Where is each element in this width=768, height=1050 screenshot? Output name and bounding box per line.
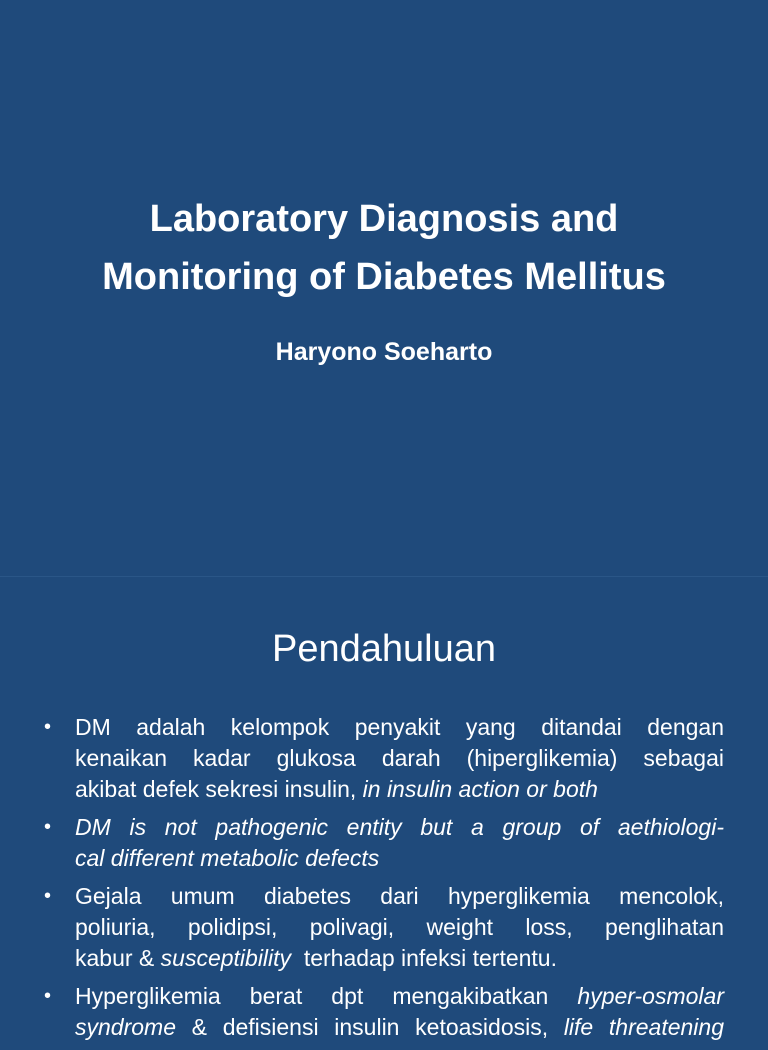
bullet-line: kenaikan kadar glukosa darah (hiperglikemia) sebagai xyxy=(75,745,724,771)
content-slide xyxy=(0,577,768,1040)
section-heading: Pendahuluan xyxy=(272,628,496,670)
author-name: Haryono Soeharto xyxy=(275,338,493,366)
bullet-item xyxy=(44,981,724,1043)
bullet-line xyxy=(75,843,724,874)
bullet-text: akibat defek sekresi insulin, xyxy=(75,776,363,802)
bullet-line xyxy=(75,981,724,1012)
bullet-line xyxy=(75,1012,724,1043)
bullet-icon: • xyxy=(44,885,52,907)
bullet-line: Gejala umum diabetes dari hyperglikemia mencolok, xyxy=(75,883,724,909)
bullet-text: terhadap infeksi tertentu. xyxy=(291,945,557,971)
bullet-item xyxy=(44,881,724,974)
bullet-line xyxy=(75,812,724,843)
bullet-icon: • xyxy=(44,985,52,1007)
bullet-item xyxy=(44,812,724,874)
bullet-italic-text: susceptibility xyxy=(160,945,292,971)
title-line-2: Monitoring of Diabetes Mellitus xyxy=(102,256,666,298)
bullet-line xyxy=(75,774,724,805)
bullet-icon: • xyxy=(44,816,52,838)
bullet-line: poliuria, polidipsi, polivagi, weight loss, penglihatan xyxy=(75,914,724,940)
bullet-text: & defisiensi insulin ketoasidosis, xyxy=(175,1014,564,1040)
bullet-text: kabur & xyxy=(75,945,161,971)
bullet-list xyxy=(44,712,724,1050)
slide-title xyxy=(40,190,728,306)
title-line-1: Laboratory Diagnosis and xyxy=(149,198,619,240)
bullet-italic-text: cal different metabolic defects xyxy=(75,845,380,871)
bullet-italic-text: in insulin action or both xyxy=(362,776,598,802)
bullet-item xyxy=(44,712,724,805)
bullet-italic-text: syndrome xyxy=(75,1014,176,1040)
bullet-line: DM adalah kelompok penyakit yang ditandai dengan xyxy=(75,714,724,740)
bullet-icon: • xyxy=(44,716,52,738)
bullet-line xyxy=(75,943,724,974)
bullet-italic-text: life threatening xyxy=(563,1014,724,1040)
bullet-text: Hyperglikemia berat dpt mengakibatkan xyxy=(75,983,578,1009)
bullet-italic-text: DM is not pathogenic entity but a group of aethiologi- xyxy=(75,814,724,840)
bullet-italic-text: hyper-osmolar xyxy=(577,983,724,1009)
